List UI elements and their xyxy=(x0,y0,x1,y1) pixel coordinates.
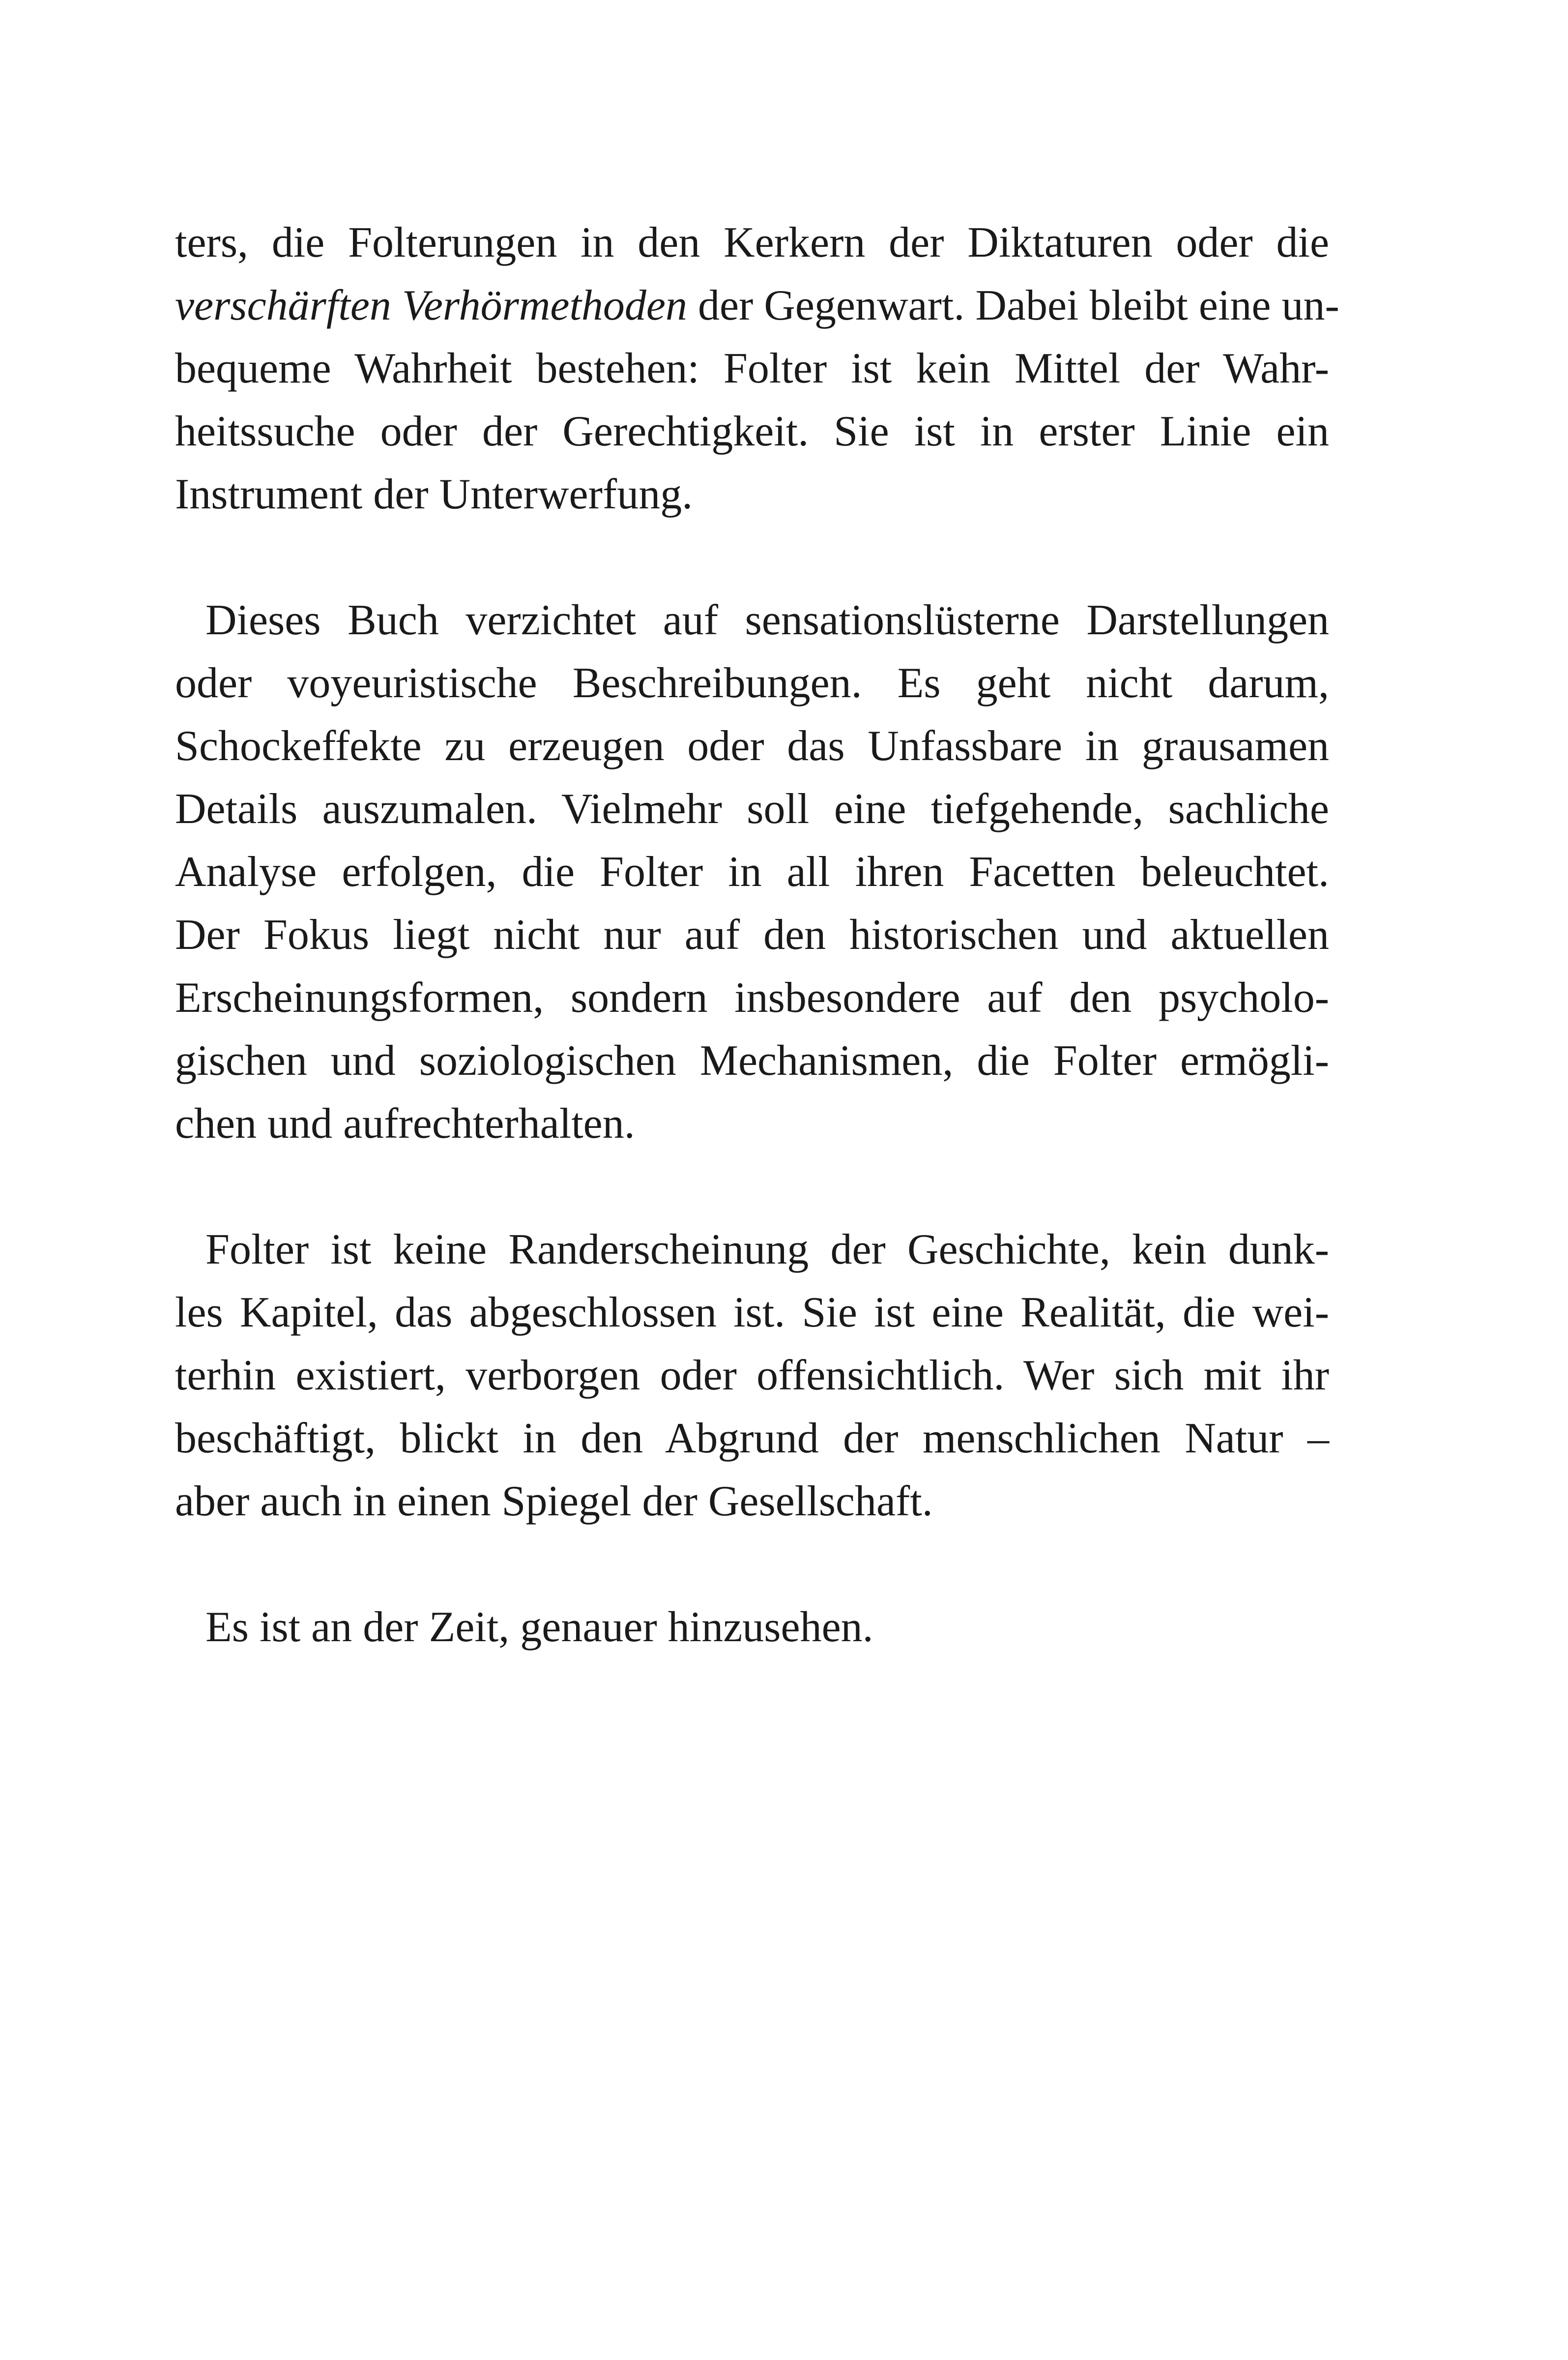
text-line: beschäftigt, blickt in den Abgrund der menschlichen Natur – xyxy=(175,1415,1329,1462)
paragraph-4 xyxy=(175,1596,1329,1659)
paragraph-2 xyxy=(175,589,1329,1155)
text-line: gischen und soziologischen Mechanismen, die Folter ermögli- xyxy=(175,1037,1329,1085)
paragraph-1 xyxy=(175,211,1339,526)
text-line: les Kapitel, das abgeschlossen ist. Sie ist eine Realität, die wei- xyxy=(175,1289,1329,1336)
paragraph-gap xyxy=(175,526,1329,589)
text-line: bequeme Wahrheit bestehen: Folter ist kein Mittel der Wahr- xyxy=(175,345,1329,392)
text-line: ters, die Folterungen in den Kerkern der Diktaturen oder die xyxy=(175,219,1329,266)
text-line: Es ist an der Zeit, genauer hinzusehen. xyxy=(205,1603,873,1651)
text-line-rest: der Gegenwart. Dabei bleibt eine un- xyxy=(687,282,1339,329)
paragraph-3 xyxy=(175,1218,1329,1533)
text-line: terhin existiert, verborgen oder offensichtlich. Wer sich mit ihr xyxy=(175,1352,1329,1399)
text-line: Erscheinungsformen, sondern insbesondere auf den psycholo- xyxy=(175,974,1329,1022)
text-line: Der Fokus liegt nicht nur auf den historischen und aktuellen xyxy=(175,911,1329,959)
text-line: Dieses Buch verzichtet auf sensationslüsterne Darstellungen xyxy=(205,596,1329,644)
italic-phrase: verschärften Verhörmethoden xyxy=(175,282,687,329)
text-line xyxy=(175,274,1339,337)
paragraph-gap xyxy=(175,1533,1329,1596)
text-line: oder voyeuristische Beschreibungen. Es geht nicht darum, xyxy=(175,659,1329,707)
text-line: Folter ist keine Randerscheinung der Geschichte, kein dunk- xyxy=(205,1226,1329,1273)
text-line: Schockeffekte zu erzeugen oder das Unfassbare in grausamen xyxy=(175,722,1329,770)
text-line: Details auszumalen. Vielmehr soll eine tiefgehende, sachliche xyxy=(175,785,1329,833)
text-line: Instrument der Unterwerfung. xyxy=(175,471,693,518)
text-line: aber auch in einen Spiegel der Gesellschaft. xyxy=(175,1477,933,1525)
body-text xyxy=(175,211,1339,1659)
paragraph-gap xyxy=(175,1155,1329,1218)
text-line: Analyse erfolgen, die Folter in all ihren Facetten beleuchtet. xyxy=(175,848,1329,896)
text-line: heitssuche oder der Gerechtigkeit. Sie ist in erster Linie ein xyxy=(175,408,1329,455)
text-line: chen und aufrechterhalten. xyxy=(175,1100,635,1148)
